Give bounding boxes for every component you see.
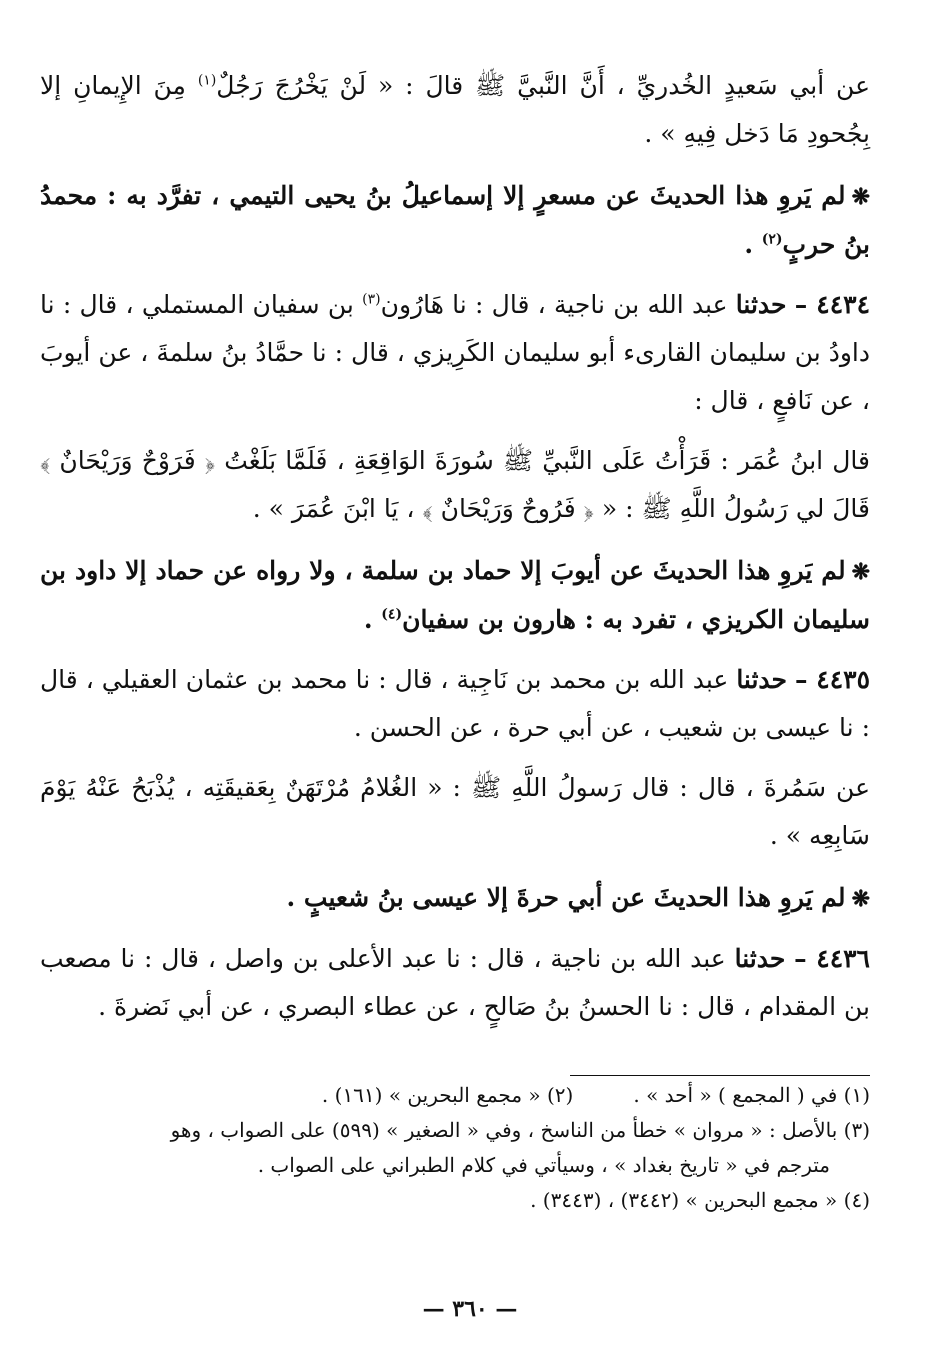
hadith-matn-4434: قال ابنُ عُمَر : قَرَأْتُ عَلَى النَّبيِّ ﷺ سُورَةَ الوَاقِعَةِ ، فَلَمَّا بَلَغْتُ ﴿ فَرَوْحٌ وَرَيْحَانٌ ﴾ قَالَ لي رَسُولُ اللَّهِ ﷺ : « ﴿ فَرُوحٌ وَرَيْحَانٌ ﴾ ، يَا ابْنَ عُمَرَ » . [40,446,870,523]
hadith-isnad-4436: ٤٤٣٦ – حدثنا عبد الله بن ناجية ، قال : نا عبد الأعلى بن واصل ، قال : نا مصعب بن المقدام ، قال : نا الحسنُ بنُ صَالحٍ ، عن عطاء البصري ، عن أبي نَضرةَ . [40,944,870,1021]
commentary-note-2: ❋لم يَروِ هذا الحديثَ عن أيوبَ إلا حماد بن سلمة ، ولا رواه عن حماد إلا داود بن سليمان الكريزي ، تفرد به : هارون بن سفيان$^{(٤)}$ . [40,556,870,634]
footnote-row [40,1078,870,1113]
star-icon: ❋ [851,886,870,912]
footnote-1: (١) في ( المجمع ) « أحد » . [633,1083,870,1107]
footnote-4: (٤) « مجمع البحرين » (٣٤٤٢) ، (٣٤٤٣) . [530,1188,870,1212]
hadith-number: ٤٤٣٥ – [795,665,870,694]
footnote-2: (٢) « مجمع البحرين » (١٦١) . [321,1083,574,1107]
footnote-3: (٣) بالأصل : « مروان » خطأ من الناسخ ، وفي « الصغير » (٥٩٩) على الصواب ، وهو [170,1118,870,1142]
hadith-isnad-4435: ٤٤٣٥ – حدثنا عبد الله بن محمد بن نَاجِية ، قال : نا محمد بن عثمان العقيلي ، قال : نا عيسى بن شعيب ، عن أبي حرة ، عن الحسن . [40,665,870,742]
hadith-isnad-4434: ٤٤٣٤ – حدثنا عبد الله بن ناجية ، قال : نا هَارُون$^{(٣)}$ بن سفيان المستملي ، قال : نا داودُ بن سليمان القارىء أبو سليمان الكَرِيزي ، قال : نا حمَّادُ بنُ سلمةَ ، عن أيوبَ ، عن نَافعٍ ، قال : [40,290,870,415]
commentary-note-3: ❋لم يَروِ هذا الحديثَ عن أبي حرةَ إلا عيسى بنُ شعيبٍ . [286,883,870,912]
footnote-ref-2: (٢) [761,231,783,248]
footnotes [40,1078,870,1218]
hadith-number: ٤٤٣٤ – [794,290,870,319]
footnote-divider [570,1075,870,1076]
footnote-3-continuation: مترجم في « تاريخ بغداد » ، وسيأتي في كلام الطبراني على الصواب . [257,1153,830,1177]
footnote-ref-4: (٤) [381,606,403,623]
star-icon: ❋ [851,559,870,585]
commentary-note-1: ❋لم يَروِ هذا الحديثَ عن مسعرٍ إلا إسماعيلُ بنُ يحيى التيمي ، تفرَّد به : محمدُ بنُ حربٍ$^{(٢)}$ . [40,181,870,259]
page-number: — ٣٦٠ — [422,1296,518,1322]
page-body [40,62,870,1031]
hadith-text-4433: عن أبي سَعيدٍ الخُدريِّ ، أَنَّ النَّبيَّ ﷺ قالَ : « لَنْ يَخْرُجَ رَجُلٌ$^{(١)}$ مِنَ الإِيمانِ إلا بِجُحودِ مَا دَخل فِيهِ » . [40,71,870,148]
footnote-ref-3: (٣) [362,291,381,308]
hadith-matn-4435: عن سَمُرةَ ، قال : قال رَسولُ اللَّهِ ﷺ : « الغُلامُ مُرْتَهَنٌ بِعَقيقَتِه ، يُذْبَحُ عَنْهُ يَوْمَ سَابِعِه » . [40,773,870,850]
star-icon: ❋ [851,184,870,210]
footnote-ref-1: (١) [197,72,217,89]
hadith-number: ٤٤٣٦ – [794,944,870,973]
